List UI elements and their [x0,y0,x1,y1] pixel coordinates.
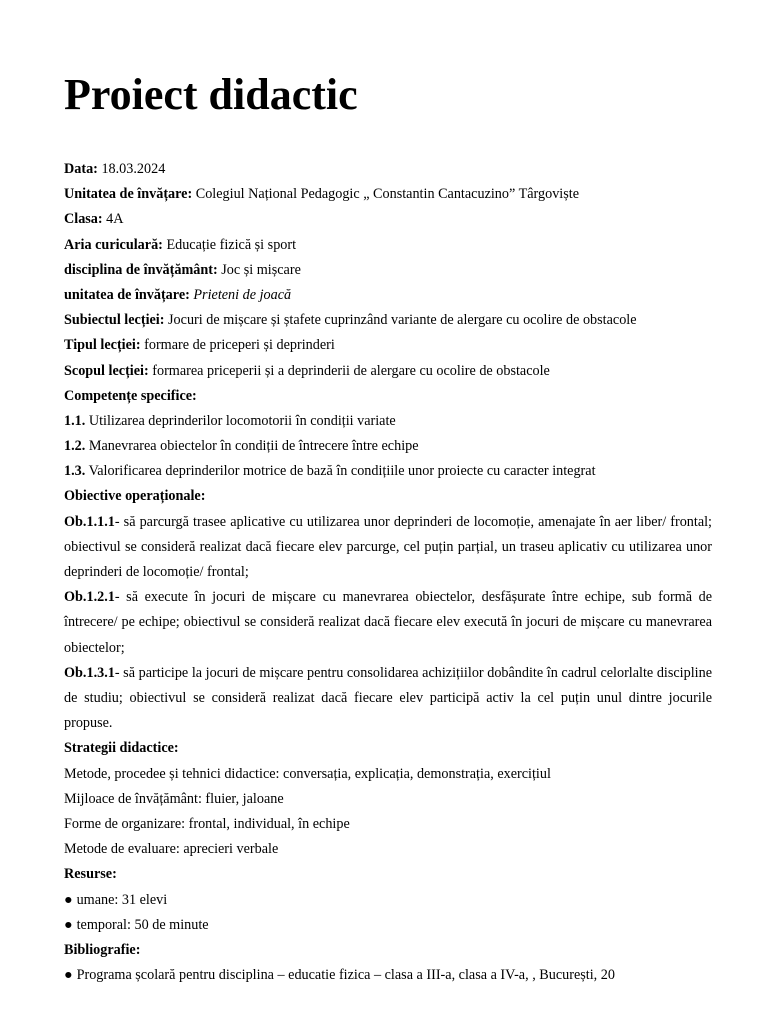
field-clasa: Clasa: 4A [64,211,124,228]
field-unitatea-invatare: unitatea de învățare: Prieteni de joacă [64,286,292,303]
competenta-item: 1.3. Valorificarea deprinderilor motrice de bază în condițiile unor proiecte cu caracter integrat [64,463,596,480]
field-unitatea: Unitatea de învățare: Colegiul Național Pedagogic „ Constantin Cantacuzino” Târgoviște [64,186,579,203]
field-aria: Aria curiculară: Educație fizică și sport [64,236,297,253]
bullet-icon: ● [64,916,73,933]
bullet-icon: ● [64,891,73,908]
document-body [64,157,712,988]
resursa-item: ● umane: 31 elevi [64,888,712,913]
strategie-line: Metode, procedee și tehnici didactice: conversația, explicația, demonstrația, exercițiul [64,765,551,782]
field-data: Data: 18.03.2024 [64,161,166,177]
section-heading-strategii: Strategii didactice: [64,740,179,757]
obiectiv-item: Ob.1.1.1- să parcurgă trasee aplicative cu utilizarea unor deprinderi de locomoție, amenajate în aer liber/ frontal; obiectivul se consideră realizat dacă fiecare elev parcurge, cel puțin parțial, un traseu aplicativ cu utilizarea unor deprinderi de locomoție/ frontal; [64,513,712,581]
obiectiv-item: Ob.1.2.1- să execute în jocuri de mișcare cu manevrarea obiectelor, desfășurate între echipe, sub formă de întrecere/ pe echipe; obiectivul se consideră realizat dacă fiecare elev execută în jocuri de mișcare cu manevrarea obiectelor; [64,589,712,656]
field-tipul: Tipul lecției: formare de priceperi și deprinderi [64,337,335,354]
section-heading-competente: Competențe specifice: [64,387,197,404]
strategie-line: Forme de organizare: frontal, individual, în echipe [64,816,350,833]
obiectiv-item: Ob.1.3.1- să participe la jocuri de mișcare pentru consolidarea achizițiilor dobândite în cadrul celorlalte discipline de studiu; obiectivul se consideră realizat dacă fiecare elev participă activ la cel puțin unul dintre jocurile propuse. [64,664,712,732]
competenta-item: 1.1. Utilizarea deprinderilor locomotorii în condiții variate [64,412,396,429]
strategie-line: Metode de evaluare: aprecieri verbale [64,841,279,858]
field-subiectul: Subiectul lecției: Jocuri de mișcare și ștafete cuprinzând variante de alergare cu ocolire de obstacole [64,312,637,329]
bullet-icon: ● [64,967,73,984]
resursa-item: ● temporal: 50 de minute [64,913,712,938]
bibliografie-item: ● Programa școlară pentru disciplina – educatie fizica – clasa a III-a, clasa a IV-a, , București, 20 [64,963,712,988]
section-heading-bibliografie: Bibliografie: [64,941,141,958]
section-heading-obiective: Obiective operaționale: [64,488,206,505]
section-heading-resurse: Resurse: [64,866,117,883]
field-scopul: Scopul lecției: formarea priceperii și a deprinderii de alergare cu ocolire de obstacole [64,362,550,379]
strategie-line: Mijloace de învățământ: fluier, jaloane [64,790,284,807]
page-title: Proiect didactic [64,70,358,119]
field-disciplina: disciplina de învățământ: Joc și mișcare [64,261,301,278]
competenta-item: 1.2. Manevrarea obiectelor în condiții de întrecere între echipe [64,438,419,455]
